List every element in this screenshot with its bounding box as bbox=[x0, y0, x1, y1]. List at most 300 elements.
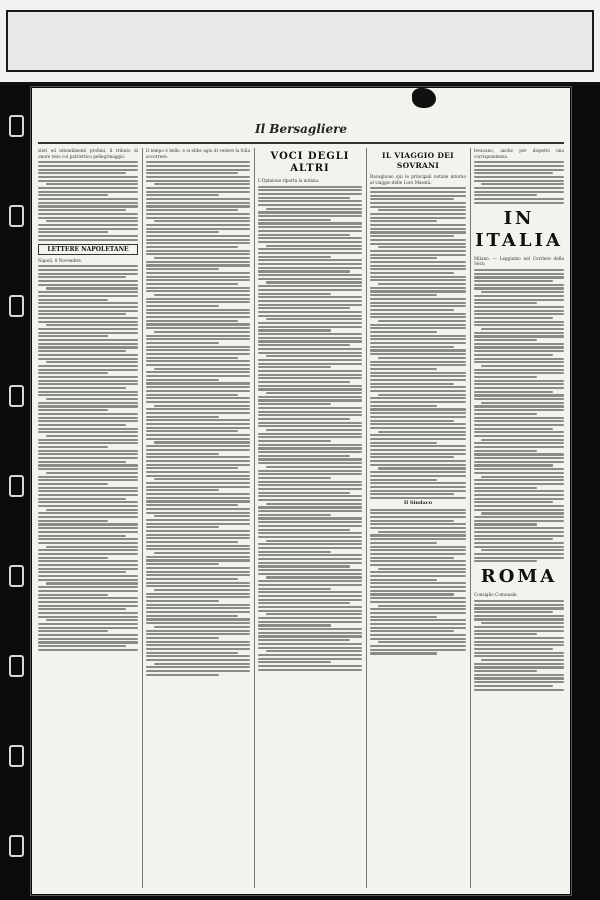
text-line bbox=[370, 342, 466, 344]
text-line bbox=[258, 624, 331, 626]
text-line bbox=[38, 276, 126, 278]
text-line bbox=[474, 169, 564, 171]
text-line bbox=[481, 291, 564, 293]
text-line bbox=[474, 383, 564, 385]
text-line bbox=[370, 456, 454, 458]
text-line bbox=[474, 677, 564, 679]
text-line bbox=[146, 198, 250, 200]
text-line bbox=[258, 259, 362, 261]
text-line bbox=[474, 417, 564, 419]
text-line bbox=[258, 436, 362, 438]
text-line bbox=[370, 338, 466, 340]
section-heading-voci-degli-altri: VOCI DEGLI ALTRI bbox=[270, 151, 350, 174]
text-line bbox=[38, 501, 138, 503]
text-line bbox=[474, 391, 553, 393]
text-line bbox=[258, 270, 350, 272]
text-line bbox=[38, 391, 138, 393]
text-line bbox=[474, 681, 564, 683]
text-line bbox=[370, 549, 466, 551]
text-line bbox=[146, 596, 250, 598]
text-line bbox=[38, 590, 138, 592]
text-line bbox=[370, 228, 466, 230]
text-line bbox=[258, 569, 362, 571]
text-line bbox=[38, 239, 138, 241]
text-line bbox=[258, 499, 362, 501]
text-line bbox=[146, 239, 250, 241]
text-line bbox=[370, 416, 466, 418]
text-line bbox=[370, 276, 466, 278]
text-line bbox=[258, 237, 362, 239]
text-line bbox=[474, 674, 564, 676]
text-line bbox=[474, 431, 564, 433]
text-line bbox=[474, 176, 564, 178]
text-line bbox=[481, 183, 564, 185]
text-line bbox=[258, 399, 362, 401]
column-5 bbox=[474, 148, 564, 888]
text-line bbox=[370, 516, 466, 518]
text-line bbox=[474, 546, 564, 548]
text-line bbox=[258, 639, 350, 641]
text-line bbox=[258, 658, 362, 660]
text-line bbox=[38, 549, 138, 551]
text-line bbox=[258, 635, 362, 637]
text-line bbox=[38, 343, 138, 345]
text-line bbox=[146, 213, 250, 215]
text-line bbox=[370, 590, 466, 592]
text-line bbox=[146, 379, 219, 381]
text-line bbox=[146, 648, 250, 650]
text-line bbox=[38, 387, 126, 389]
text-line bbox=[146, 641, 250, 643]
text-line bbox=[38, 527, 138, 529]
text-line bbox=[370, 364, 466, 366]
text-line bbox=[146, 449, 250, 451]
text-line bbox=[258, 377, 362, 379]
text-line bbox=[38, 295, 138, 297]
text-line bbox=[370, 313, 466, 315]
text-line bbox=[370, 250, 466, 252]
text-line bbox=[474, 523, 537, 525]
text-line bbox=[474, 299, 564, 301]
text-line bbox=[38, 306, 138, 308]
text-line bbox=[474, 641, 564, 643]
text-line bbox=[46, 619, 138, 621]
text-line bbox=[258, 481, 362, 483]
text-line bbox=[378, 605, 466, 607]
text-line bbox=[266, 281, 362, 283]
text-line bbox=[146, 497, 250, 499]
text-line bbox=[266, 503, 362, 505]
text-line bbox=[378, 467, 466, 469]
text-line bbox=[258, 647, 362, 649]
text-line bbox=[370, 638, 466, 640]
text-line bbox=[38, 191, 138, 193]
text-line bbox=[370, 327, 466, 329]
sprocket-hole bbox=[9, 835, 24, 857]
text-line bbox=[146, 268, 219, 270]
text-line bbox=[38, 358, 138, 360]
text-line bbox=[258, 311, 362, 313]
text-line bbox=[38, 372, 108, 374]
text-line bbox=[258, 211, 362, 213]
text-line bbox=[146, 471, 250, 473]
column-rule bbox=[470, 148, 471, 888]
text-line bbox=[146, 467, 238, 469]
sprocket-hole bbox=[9, 295, 24, 317]
text-line bbox=[370, 346, 454, 348]
text-line bbox=[46, 582, 138, 584]
text-line bbox=[258, 222, 362, 224]
text-line bbox=[154, 331, 250, 333]
text-line bbox=[370, 375, 466, 377]
text-line bbox=[474, 618, 564, 620]
text-line bbox=[38, 161, 138, 163]
text-line bbox=[146, 582, 250, 584]
text-line bbox=[258, 352, 362, 354]
text-line bbox=[258, 462, 362, 464]
text-line bbox=[146, 375, 250, 377]
text-line bbox=[481, 402, 564, 404]
text-line bbox=[38, 169, 138, 171]
text-line bbox=[370, 616, 437, 618]
text-line bbox=[146, 537, 250, 539]
text-line bbox=[38, 512, 138, 514]
text-line bbox=[38, 645, 126, 647]
text-line bbox=[46, 287, 138, 289]
text-line bbox=[370, 627, 466, 629]
text-line bbox=[258, 506, 362, 508]
text-line bbox=[258, 322, 362, 324]
text-line bbox=[38, 172, 126, 174]
text-line bbox=[258, 403, 331, 405]
text-line bbox=[370, 213, 466, 215]
text-line bbox=[370, 649, 466, 651]
text-line bbox=[146, 242, 250, 244]
text-line bbox=[154, 441, 250, 443]
ink-blot bbox=[412, 88, 436, 108]
text-line bbox=[370, 582, 466, 584]
text-line bbox=[266, 540, 362, 542]
text-line bbox=[258, 632, 362, 634]
text-line bbox=[146, 323, 250, 325]
column-2 bbox=[146, 148, 250, 888]
text-line bbox=[474, 172, 553, 174]
text-line bbox=[146, 371, 250, 373]
text-line bbox=[370, 553, 466, 555]
text-line bbox=[370, 579, 437, 581]
text-line bbox=[146, 205, 250, 207]
text-line bbox=[146, 545, 250, 547]
text-line bbox=[370, 390, 466, 392]
text-line bbox=[258, 307, 350, 309]
text-line bbox=[146, 493, 250, 495]
text-line bbox=[474, 494, 564, 496]
text-line bbox=[146, 637, 219, 639]
text-line bbox=[474, 655, 564, 657]
film-strip-left bbox=[0, 85, 30, 900]
text-line bbox=[378, 283, 466, 285]
text-line bbox=[38, 376, 138, 378]
text-line bbox=[474, 670, 537, 672]
text-line bbox=[146, 231, 219, 233]
text-line bbox=[146, 460, 250, 462]
text-line bbox=[38, 608, 126, 610]
text-line bbox=[146, 165, 250, 167]
text-line bbox=[258, 193, 362, 195]
text-line bbox=[258, 418, 350, 420]
text-line bbox=[146, 652, 238, 654]
text-line bbox=[370, 254, 466, 256]
text-line bbox=[38, 520, 108, 522]
text-line bbox=[146, 412, 250, 414]
text-line bbox=[38, 579, 138, 581]
sprocket-hole bbox=[9, 115, 24, 137]
text-line bbox=[38, 535, 126, 537]
text-line bbox=[154, 626, 250, 628]
text-line bbox=[258, 643, 362, 645]
text-line bbox=[258, 388, 362, 390]
text-line bbox=[38, 439, 138, 441]
text-line bbox=[258, 591, 362, 593]
text-line bbox=[258, 488, 362, 490]
text-line bbox=[258, 617, 362, 619]
text-line bbox=[146, 235, 250, 237]
sprocket-hole bbox=[9, 745, 24, 767]
text-line bbox=[146, 453, 219, 455]
text-line bbox=[474, 310, 564, 312]
text-line bbox=[258, 565, 350, 567]
text-line bbox=[46, 546, 138, 548]
text-line bbox=[38, 538, 138, 540]
text-line bbox=[474, 361, 564, 363]
text-line bbox=[370, 272, 454, 274]
text-line bbox=[146, 298, 250, 300]
text-line bbox=[474, 180, 564, 182]
text-line bbox=[266, 245, 362, 247]
text-line bbox=[370, 427, 466, 429]
text-line bbox=[146, 228, 250, 230]
text-line bbox=[146, 272, 250, 274]
text-line bbox=[474, 424, 564, 426]
text-line bbox=[474, 313, 564, 315]
text-line bbox=[258, 610, 362, 612]
text-line bbox=[378, 394, 466, 396]
text-line bbox=[258, 628, 362, 630]
text-line bbox=[258, 315, 362, 317]
text-line bbox=[370, 560, 466, 562]
text-line bbox=[38, 630, 108, 632]
text-line bbox=[258, 584, 362, 586]
text-line bbox=[154, 405, 250, 407]
text-line bbox=[38, 487, 138, 489]
text-line bbox=[474, 626, 564, 628]
text-line bbox=[474, 280, 553, 282]
section-heading-roma: ROMA bbox=[480, 566, 558, 588]
text-line bbox=[258, 495, 362, 497]
text-line bbox=[146, 397, 250, 399]
text-line bbox=[370, 305, 466, 307]
text-line bbox=[258, 407, 362, 409]
text-line bbox=[370, 298, 466, 300]
text-line bbox=[370, 239, 466, 241]
text-line bbox=[146, 530, 250, 532]
text-line bbox=[474, 398, 564, 400]
text-line bbox=[258, 189, 362, 191]
text-line bbox=[38, 638, 138, 640]
text-line bbox=[474, 453, 564, 455]
text-line bbox=[370, 302, 466, 304]
text-line bbox=[370, 475, 466, 477]
text-line bbox=[38, 601, 138, 603]
text-line bbox=[258, 289, 362, 291]
text-line bbox=[38, 228, 138, 230]
text-line bbox=[258, 595, 362, 597]
text-line bbox=[370, 564, 466, 566]
text-line bbox=[474, 376, 537, 378]
text-line bbox=[258, 510, 362, 512]
text-line bbox=[258, 204, 362, 206]
text-line bbox=[38, 505, 138, 507]
text-line bbox=[146, 250, 250, 252]
text-line bbox=[146, 276, 250, 278]
text-line bbox=[258, 422, 362, 424]
text-line bbox=[370, 449, 466, 451]
text-line bbox=[474, 685, 553, 687]
text-line bbox=[258, 414, 362, 416]
text-line bbox=[38, 612, 138, 614]
text-line bbox=[146, 217, 250, 219]
column-rule bbox=[142, 148, 143, 888]
page-header-title: Il Bersagliere bbox=[254, 122, 348, 136]
text-line bbox=[258, 348, 362, 350]
text-line bbox=[38, 457, 138, 459]
text-line bbox=[38, 428, 138, 430]
text-line bbox=[474, 527, 564, 529]
text-line bbox=[154, 478, 250, 480]
text-line bbox=[474, 165, 564, 167]
text-line bbox=[258, 337, 362, 339]
text-line bbox=[146, 309, 250, 311]
column-text: Consiglio Comunale. bbox=[474, 592, 518, 598]
text-line bbox=[146, 659, 250, 661]
text-line bbox=[146, 486, 250, 488]
text-line bbox=[38, 446, 108, 448]
text-line bbox=[258, 252, 362, 254]
text-line bbox=[146, 600, 219, 602]
text-line bbox=[474, 394, 564, 396]
text-line bbox=[370, 438, 466, 440]
text-line bbox=[258, 186, 362, 188]
text-line bbox=[474, 287, 564, 289]
text-line bbox=[146, 438, 250, 440]
text-line bbox=[146, 390, 250, 392]
text-line bbox=[38, 165, 138, 167]
text-line bbox=[370, 372, 466, 374]
text-line bbox=[146, 287, 250, 289]
text-line bbox=[474, 457, 564, 459]
text-line bbox=[38, 235, 138, 237]
column-1 bbox=[38, 148, 138, 888]
text-line bbox=[474, 187, 564, 189]
section-heading-lettere-napoletane: LETTERE NAPOLETANE bbox=[38, 244, 138, 255]
text-line bbox=[146, 630, 250, 632]
text-line bbox=[258, 558, 362, 560]
text-line bbox=[370, 401, 466, 403]
text-line bbox=[378, 357, 466, 359]
text-line bbox=[258, 381, 350, 383]
text-line bbox=[474, 468, 564, 470]
text-line bbox=[370, 353, 466, 355]
text-line bbox=[258, 580, 362, 582]
text-line bbox=[38, 616, 138, 618]
text-line bbox=[258, 241, 362, 243]
text-line bbox=[370, 460, 466, 462]
text-line bbox=[38, 531, 138, 533]
text-line bbox=[258, 300, 362, 302]
text-line bbox=[258, 248, 362, 250]
text-line bbox=[38, 641, 138, 643]
text-line bbox=[474, 487, 537, 489]
text-line bbox=[370, 235, 454, 237]
text-line bbox=[370, 423, 466, 425]
text-line bbox=[146, 456, 250, 458]
text-line bbox=[474, 409, 564, 411]
text-line bbox=[370, 279, 466, 281]
text-line bbox=[258, 226, 362, 228]
text-line bbox=[46, 472, 138, 474]
text-line bbox=[38, 187, 138, 189]
text-line bbox=[38, 339, 138, 341]
text-line bbox=[474, 369, 564, 371]
sprocket-hole bbox=[9, 385, 24, 407]
text-line bbox=[370, 482, 466, 484]
text-line bbox=[258, 411, 362, 413]
text-line bbox=[146, 430, 238, 432]
text-line bbox=[474, 516, 564, 518]
text-line bbox=[370, 349, 466, 351]
text-line bbox=[474, 194, 537, 196]
text-line bbox=[154, 515, 250, 517]
text-line bbox=[474, 302, 537, 304]
text-line bbox=[146, 172, 238, 174]
text-line bbox=[38, 321, 138, 323]
text-line bbox=[370, 442, 437, 444]
text-line bbox=[370, 571, 466, 573]
text-line bbox=[146, 349, 250, 351]
text-line bbox=[370, 191, 466, 193]
text-line bbox=[146, 187, 250, 189]
text-line bbox=[474, 542, 564, 544]
text-line bbox=[474, 191, 564, 193]
text-line bbox=[146, 401, 250, 403]
text-line bbox=[370, 331, 437, 333]
text-line bbox=[258, 547, 362, 549]
text-line bbox=[38, 209, 126, 211]
text-line bbox=[474, 335, 564, 337]
text-line bbox=[146, 519, 250, 521]
text-line bbox=[38, 224, 138, 226]
text-line bbox=[146, 526, 219, 528]
text-line bbox=[38, 468, 138, 470]
text-line bbox=[258, 665, 362, 667]
column-text: levavano, anche per dispetto una corrispondenza. bbox=[474, 148, 564, 159]
text-line bbox=[258, 396, 362, 398]
text-line bbox=[38, 431, 138, 433]
text-line bbox=[38, 328, 138, 330]
text-line bbox=[474, 607, 564, 609]
text-line bbox=[474, 442, 564, 444]
text-line bbox=[370, 471, 466, 473]
